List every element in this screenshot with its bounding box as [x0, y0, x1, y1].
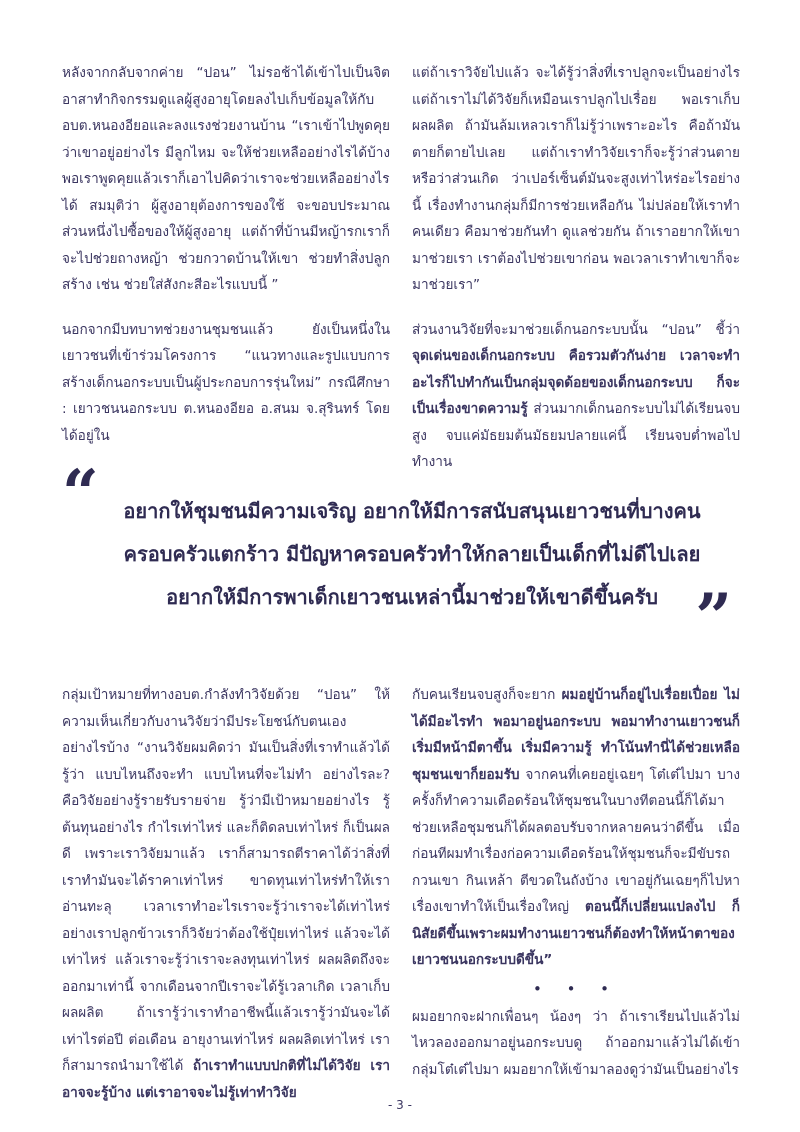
text-run: ส่วนมากเด็กนอกระบบไม่ได้เรียนจบสูง จบแค่มัธยมต้นมัธยมปลายแค่นี้ เรียนจบต่ำพอไปทำงาน	[412, 401, 740, 470]
bold-text-run: ผมอยู่บ้านก็อยู่ไปเรื่อยเปื่อย ไม่ได้มีอะไรทำ พอมาอยู่นอกระบบ พอมาทำงานเยาวชนก็เริ่มมีหน้ามีตาขึ้น เริ่มมีความรู้ ทำโน้นทำนี่ได้ช่วยเหลือชุมชนเขาก็ยอมรับ	[412, 687, 740, 783]
bold-text-run: จุดเด่นของเด็กนอกระบบ คือรวมตัวกันง่าย เวลาจะทำอะไรก็ไปทำกันเป็นกลุ่มจุดด้อยของเด็กนอกระบบ ก็จะเป็นเรื่องขาดความรู้	[412, 348, 740, 417]
text-run: กลุ่มเป้าหมายที่ทางอบต.กำลังทำวิจัยด้วย “ปอน” ให้ความเห็นเกี่ยวกับงานวิจัยว่ามีประโยชน์กับตนเองอย่างไรบ้าง “งานวิจัยผมคิดว่า มันเป็นสิ่งที่เราทำแล้วได้รู้ว่า แบบไหนถึงจะทำ แบบไหนที่จะไม่ทำ อย่างไรละ? คือวิจัยอย่างรู้รายรับรายจ่าย รู้ว่ามีเป้าหมายอย่างไร รู้ต้นทุนอย่างไร กำไรเท่าไหร่ และก็ติดลบเท่าไหร่ ก็เป็นผลดี เพราะเราวิจัยมาแล้ว เราก็สามารถตีราคาได้ว่าสิ่งที่เราทำมันจะได้ราคาเท่าไหร่ ขาดทุนเท่าไหร่ทำให้เราอ่านทะลุ เวลาเราทำอะไรเราจะรู้ว่าเราจะได้เท่าไหร่ อย่างเราปลูกข้าวเราก็วิจัยว่าต้องใช้ปุ๋ยเท่าไหร่ แล้วจะได้เท่าไหร่ แล้วเราจะรู้ว่าเราจะลงทุนเท่าไหร่ ผลผลิตถึงจะออกมาเท่านี้ จากเดือนจากปีเราจะได้รู้เวลาเกิด เวลาเก็บผลผลิต ถ้าเรารู้ว่าเราทำอาชีพนี้แล้วเรารู้ว่ามันจะได้เท่าไรต่อปี ต่อเดือน อายุงานเท่าไหร่ ผลผลิตเท่าไหร่ เราก็สามารถนำมาใช้ได้	[62, 687, 390, 1074]
paragraph: หลังจากกลับจากค่าย “ปอน” ไม่รอช้าได้เข้าไปเป็นจิตอาสาทำกิจกรรมดูแลผู้สูงอายุโดยลงไปเก็บข้อมูลให้กับอบต.หนองอียอและลงแรงช่วยงานบ้าน “เราเข้าไปพูดคุยว่าเขาอยู่อย่างไร มีลูกไหม จะให้ช่วยเหลืออย่างไรได้บ้าง พอเราพูดคุยแล้วเราก็เอาไปคิดว่าเราจะช่วยเหลืออย่างไรได้ สมมุติว่า ผู้สูงอายุต้องการของใช้ จะขอบประมาณส่วนหนึ่งไปซื้อของให้ผู้สูงอายุ แต่ถ้าที่บ้านมีหญ้ารกเราก็จะไปช่วยถางหญ้า ช่วยกวาดบ้านให้เขา ช่วยทำสิ่งปลูกสร้าง เช่น ช่วยใส่สังกะสีอะไรแบบนี้ ”	[62, 65, 390, 293]
bold-text-run: ตอนนี้ก็เปลี่ยนแปลงไป ก็นิสัยดีขึ้นเพราะผมทำงานเยาวชนก็ต้องทำให้หน้าตาของเยาวชนนอกระบบดีขึ้น”	[412, 899, 740, 968]
paragraph	[412, 682, 740, 974]
pull-quote-line: ครอบครัวแตกร้าว มีปัญหาครอบครัวทำให้กลายเป็นเด็กที่ไม่ดีไปเลย	[123, 542, 701, 566]
column-top-left	[62, 60, 390, 449]
page-number: - 3 -	[388, 1098, 412, 1112]
column-top-right	[412, 60, 740, 476]
paragraph: นอกจากมีบทบาทช่วยงานชุมชนแล้ว ยังเป็นหนึ่งในเยาวชนที่เข้าร่วมโครงการ “แนวทางและรูปแบบการสร้างเด็กนอกระบบเป็นผู้ประกอบการรุ่นใหม่” กรณีศึกษา : เยาวชนนอกระบบ ต.หนองอียอ อ.สนม จ.สุรินทร์ โดยได้อยู่ใน	[62, 321, 390, 444]
pull-quote-line: อยากให้ชุมชนมีความเจริญ อยากให้มีการสนับสนุนเยาวชนที่บางคน	[123, 499, 701, 523]
text-run: จากคนที่เคยอยู่เฉยๆ โต๋เต๋ไปมา บางครั้งก็ทำความเดือดร้อนให้ชุมชนในบางทีตอนนี้ก็ได้มาช่วยเหลือชุมชนก็ได้ผลตอบรับจากหลายคนว่าดีขึ้น เมื่อก่อนทีผมทำเรื่องก่อความเดือดร้อนให้ชุมชนก็จะมีขับรถกวนเขา กินเหล้า ตีขวดในถังบ้าง เขาอยู่กันเฉยๆก็ไปหาเรื่องเขาทำให้เป็นเรื่องใหญ่	[412, 766, 740, 915]
text-run: กับคนเรียนจบสูงก็จะยาก	[412, 687, 562, 703]
column-bottom-left	[62, 682, 390, 1106]
section-divider-dots: • • •	[532, 979, 620, 998]
paragraph	[62, 682, 390, 1106]
open-quote-mark: “	[62, 456, 99, 531]
bold-text-run: ถ้าเราทำแบบปกติที่ไม่ได้วิจัย เราอาจจะรู้บ้าง แต่เราอาจจะไม่รู้เท่าทำวิจัย	[62, 1058, 391, 1101]
column-bottom-right	[412, 682, 740, 1083]
pull-quote-text	[102, 490, 722, 619]
pull-quote-line: อยากให้มีการพาเด็กเยาวชนเหล่านี้มาช่วยให้เขาดีขึ้นครับ	[166, 585, 658, 609]
close-quote-mark: ”	[695, 580, 732, 655]
paragraph: แต่ถ้าเราวิจัยไปแล้ว จะได้รู้ว่าสิ่งที่เราปลูกจะเป็นอย่างไร แต่ถ้าเราไม่ได้วิจัยก็เหมือนเราปลูกไปเรื่อย พอเราเก็บผลผลิต ถ้ามันล้มเหลวเราก็ไม่รู้ว่าเพราะอะไร คือถ้ามันตายก็ตายไปเลย แต่ถ้าเราทำวิจัยเราก็จะรู้ว่าส่วนตายหรือว่าส่วนเกิด ว่าเปอร์เซ็นต์มันจะสูงเท่าไหร่อะไรอย่างนี้ เรื่องทำงานกลุ่มก็มีการช่วยเหลือกัน ไม่ปล่อยให้เราทำคนเดียว คือมาช่วยกันทำ ดูแลช่วยกัน ถ้าเราอยากให้เขามาช่วยเรา เราต้องไปช่วยเขาก่อน พอเวลาเราทำเขาก็จะมาช่วยเรา”	[412, 65, 740, 293]
paragraph: ผมอยากจะฝากเพื่อนๆ น้องๆ ว่า ถ้าเราเรียนไปแล้วไม่ไหวลองออกมาอยู่นอกระบบดู ถ้าออกมาแล้วไม่ได้เข้ากลุ่มโต๋เต๋ไปมา ผมอยากให้เข้ามาลองดูว่ามันเป็นอย่างไร	[412, 1008, 740, 1078]
paragraph	[412, 317, 740, 476]
pull-quote	[62, 456, 738, 655]
text-run: ส่วนงานวิจัยที่จะมาช่วยเด็กนอกระบบนั้น “ปอน” ชี้ว่า	[412, 321, 740, 338]
